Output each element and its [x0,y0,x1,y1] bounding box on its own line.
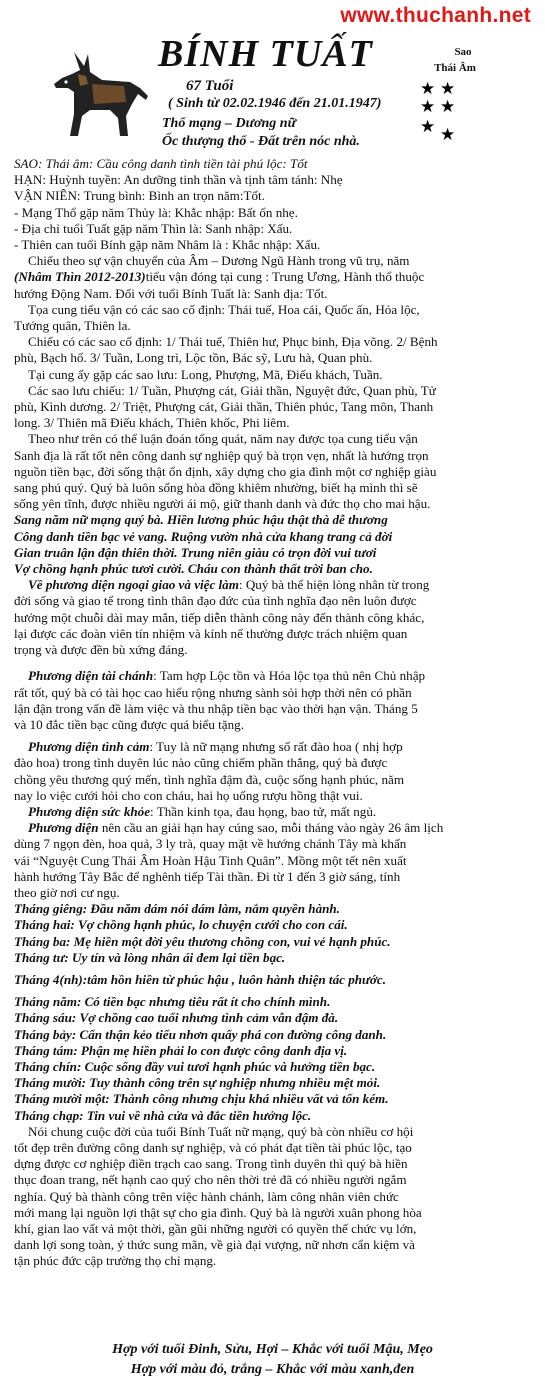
paragraph-line: sang phú quý. Quý bà luôn sống hòa đồng khiêm nhường, biết hạ mình thì sẽ [14,480,418,496]
closing-line: danh lợi song toàn, ý thức sung mãn, về già đại vượng, nữ nhơn cẩn kiệm và [14,1237,415,1253]
paragraph-line: rất tốt, quý bà có tài học cao hiểu rộng nhưng sành sỏi hợp thời nên có phần [14,684,412,700]
paragraph-line: phù, Bạch hổ. 3/ Tuần, Long trì, Lộc tồn, Bác sỹ, Lưu hà, Quan phù. [14,350,373,366]
verse-line: Vợ chồng hạnh phúc tươi cười. Cháu con thành thất trời ban cho. [14,561,373,577]
section-ngoai-giao [14,577,534,593]
closing-line: thục đoan trang, nết hạnh cao quý cho nên thời trẻ đã có nhiều người ngắm [14,1172,407,1188]
element-label: Ốc thượng thổ - Đất trên nóc nhà. [162,134,360,149]
paragraph-line: hưởng một chuỗi dài may mắn, tiếp diễn thành công này đến thành công khác, [14,609,425,625]
paragraph-line: và 10 đắc tiền bạc cũng được quá biểu tặng. [14,716,244,732]
closing-line: tận phúc đức cập trường thọ chỉ mạng. [14,1253,217,1269]
closing-paragraph: Nói chung cuộc đời của tuổi Bính Tuất nữ mạng, quý bà còn nhiều cơ hội [28,1123,414,1139]
menh-label: Thổ mạng – Dương nữ [162,116,296,131]
paragraph-line: Tướng quân, Thiên la. [14,318,131,334]
year-highlight: (Nhâm Thìn 2012-2013) [14,269,146,285]
verse-line: Gian truân lận đận thiên thời. Trung niên giàu có trọn đời vui tươi [14,544,377,560]
paragraph-line: đời sống và giao tế trong tình thân đạo đức của tình nghĩa đạo nên luôn được [14,593,417,609]
section-heading: Phương diện sức khỏe [28,803,151,819]
paragraph-line: hành hướng Tây Bắc để nghênh tiếp Tài thần. Đi từ 1 đến 3 giờ sáng, tính [14,868,401,884]
month-line: Tháng mười một: Thành công nhưng chịu khá nhiều vất vả tốn kém. [14,1091,389,1107]
paragraph-line: Sanh địa là rất tốt nên công danh sự nghiệp quý bà trọn vẹn, nhất là hướng trọn [14,447,429,463]
section-text: : Tam hợp Lộc tồn và Hóa lộc tọa thủ nên Chủ nhập [153,668,426,684]
paragraph-line: trọng và được đền bù xứng đáng. [14,642,188,658]
paragraph-line [14,269,534,285]
month-line: Tháng ba: Mẹ hiền một đời yêu thương chồng con, vui vẻ hạnh phúc. [14,933,391,949]
dog-icon [44,44,154,144]
month-line: Tháng giêng: Đầu năm dám nói dám làm, nắm quyền hành. [14,901,340,917]
paragraph-line: long. 3/ Thiên mã Điếu khách, Thiên khốc, Phi liêm. [14,415,290,431]
paragraph-line: hướng Động Nam. Đối với tuổi Bính Tuất là: Sanh địa: Tốt. [14,285,328,301]
section-heading: Phương diện tình cảm [28,739,150,755]
paragraph-line: chồng yêu thương quý mến, tình nghĩa đậm đà, cuộc sống hạnh phúc, năm [14,771,405,787]
paragraph: Chiếu có các sao cố định: 1/ Thái tuế, Thiên hư, Phục binh, Địa võng. 2/ Bệnh [28,334,438,350]
month-line: Tháng tám: Phận mẹ hiền phải lo con được công danh địa vị. [14,1042,348,1058]
verse-line: Sang năm nữ mạng quý bà. Hiền lương phúc hậu thật thà dễ thương [14,512,388,528]
month-line: Tháng hai: Vợ chồng hạnh phúc, lo chuyện cưới cho con cái. [14,917,348,933]
paragraph-line: dùng 7 ngọn đèn, hoa quả, 3 ly trà, quay mặt về hướng chánh Tây mà khấn [14,836,407,852]
month-line: Tháng năm: Có tiền bạc nhưng tiêu rất ít cho chính mình. [14,994,331,1010]
star-icon: ★ [440,79,456,98]
section-text: nên cầu an giải hạn hay cúng sao, mỗi tháng vào ngày 26 âm lịch [98,820,444,836]
section-heading: Phương diện tài chánh [28,668,154,684]
month-line: Tháng bảy: Cẩn thận kẻo tiểu nhơn quấy phá con đường công danh. [14,1026,387,1042]
sao-label: Sao [454,46,472,58]
paragraph: Chiếu theo sự vận chuyển của Âm – Dương Ngũ Hành trong vũ trụ, năm [28,253,410,269]
closing-line: nghía. Quý bà thành công trên việc hành chánh, làm công nhân viên chức [14,1188,399,1204]
closing-line: dựng được cơ nghiệp điền trạch cao sang. Trong tình duyên thì quý bà hiền [14,1156,408,1172]
detail-line: - Mạng Thổ gặp năm Thủy là: Khắc nhập: Bất ổn nhẹ. [14,204,298,220]
section-heading: Phương diện [28,820,99,836]
page-title: BÍNH TUẤT [158,33,373,75]
paragraph: Tại cung ấy gặp các sao lưu: Long, Phượng, Mã, Điếu khách, Tuần. [28,366,383,382]
age-label: 67 Tuổi [186,78,234,94]
month-line: Tháng chạp: Tin vui về nhà cửa và đắc tiền hưởng lộc. [14,1107,312,1123]
section-text: : Tuy là nữ mạng nhưng số rất đào hoa ( nhị hợp [149,739,403,755]
section-text: : Thần kinh tọa, đau họng, bao tử, mất ngủ. [150,803,377,819]
paragraph-line: theo giờ nơi cư ngụ. [14,884,120,900]
star-icon: ★ [420,97,436,116]
paragraph-line: sống yên tĩnh, được nhiều người ái mộ, giữ thanh danh và đức thọ cho mai hậu. [14,496,431,512]
closing-line: khí, gian lao vất vả một thời, gần gũi những người có quyền thế chức vụ lớn, [14,1221,417,1236]
star-icon: ★ [420,79,436,98]
paragraph: Theo như trên có thể luận đoán tổng quát, năm nay được tọa cung tiểu vận [28,431,418,447]
star-icon: ★ [440,125,456,144]
section-tai-chanh [14,668,534,684]
paragraph-line: lại được các đoàn viên tín nhiệm và kính nể thường được trách nhiệm quan [14,625,408,641]
verse-line: Công danh tiền bạc vẻ vang. Ruộng vườn nhà cửa khang trang cả đời [14,528,393,544]
paragraph-line: nay lo việc cưới hỏi cho con cháu, hai họ uống rượu hồng thật vui. [14,787,363,803]
section-suc-khoe [14,804,534,820]
van-nien-line: VẬN NIÊN: Trung bình: Bình an trọn năm:Tốt. [14,188,265,204]
detail-line: - Địa chỉ tuổi Tuất gặp năm Thìn là: Sanh nhập: Xấu. [14,220,293,236]
birth-range: ( Sinh từ 02.02.1946 đến 21.01.1947) [168,96,382,111]
month-line: Tháng tư: Uy tín và lòng nhân ái đem lại tiền bạc. [14,949,286,965]
paragraph: Tọa cung tiểu vận có các sao cố định: Thái tuế, Hoa cái, Quốc ấn, Hỏa lộc, [28,301,420,317]
paragraph: Các sao lưu chiếu: 1/ Tuần, Phượng cát, Giải thần, Nguyệt đức, Quan phù, Tử [28,382,436,398]
han-line: HẠN: Huỳnh tuyền: An dưỡng tinh thần và tịnh tâm tánh: Nhẹ [14,172,343,188]
closing-line: mới mang lại nguồn lợi thật sự cho gia đình. Quý bà là người xuân phong hòa [14,1204,422,1220]
month-line: Tháng sáu: Vợ chồng cao tuổi nhưng tình cảm vẫn đậm đà. [14,1010,339,1026]
section-giai-han [14,820,534,836]
paragraph-line: đào hoa) trong tình duyên lúc nào cũng chiếm phần thắng, quý bà được [14,755,388,771]
paragraph-line: phù, Kình dương. 2/ Triệt, Phượng cát, Giải thần, Thiên phúc, Tang môn, Thanh [14,399,434,415]
compat-color-line: Hợp với màu đỏ, trắng – Khắc với màu xanh,đen [130,1362,415,1377]
paragraph-text: tiểu vận đóng tại cung : Trung Ương, Hành thổ thuộc [145,269,425,285]
paragraph-line: nguồn tiền bạc, đời sống thật ổn định, xây dựng cho gia đình một cơ nghiệp giàu [14,463,437,479]
closing-line: tốt đẹp trên đường công danh sự nghiệp, và có phát đạt tiền tài phúc lộc, tạo [14,1139,412,1155]
detail-line: - Thiên can tuổi Bính gặp năm Nhâm là : Khắc nhập: Xấu. [14,237,321,253]
sao-line: SAO: Thái âm: Cầu công danh tình tiền tài phú lộc: Tốt [14,156,308,171]
paragraph-line: lận đận trong vấn đề làm việc và thu nhập tiền bạc vào thời hạn vận. Tháng 5 [14,700,418,716]
section-tinh-cam [14,739,534,755]
sao-name: Thái Âm [434,62,476,74]
horoscope-body [14,156,534,1270]
month-line: Tháng 4(nh):tâm hồn hiền từ phúc hậu , luôn hành thiện tác phước. [14,971,386,987]
month-line: Tháng chín: Cuộc sống đầy vui tươi hạnh phúc và hưởng tiền bạc. [14,1058,376,1074]
month-line: Tháng mười: Tuy thành công trên sự nghiệp nhưng nhiều mệt mỏi. [14,1075,381,1091]
star-icon: ★ [440,97,456,116]
section-text: : Quý bà thể hiện lòng nhân từ trong [238,577,430,593]
paragraph-line: vái “Nguyệt Cung Thái Âm Hoàn Hậu Tinh Quân”. Mồng một tết nên xuất [14,852,407,868]
star-icon: ★ [420,117,436,136]
site-watermark[interactable]: www.thuchanh.net [340,4,531,27]
section-heading: Về phương diện ngoại giao và việc làm [28,577,239,593]
compat-age-line: Hợp với tuổi Đinh, Sửu, Hợi – Khắc với tuổi Mậu, Mẹo [112,1342,433,1357]
